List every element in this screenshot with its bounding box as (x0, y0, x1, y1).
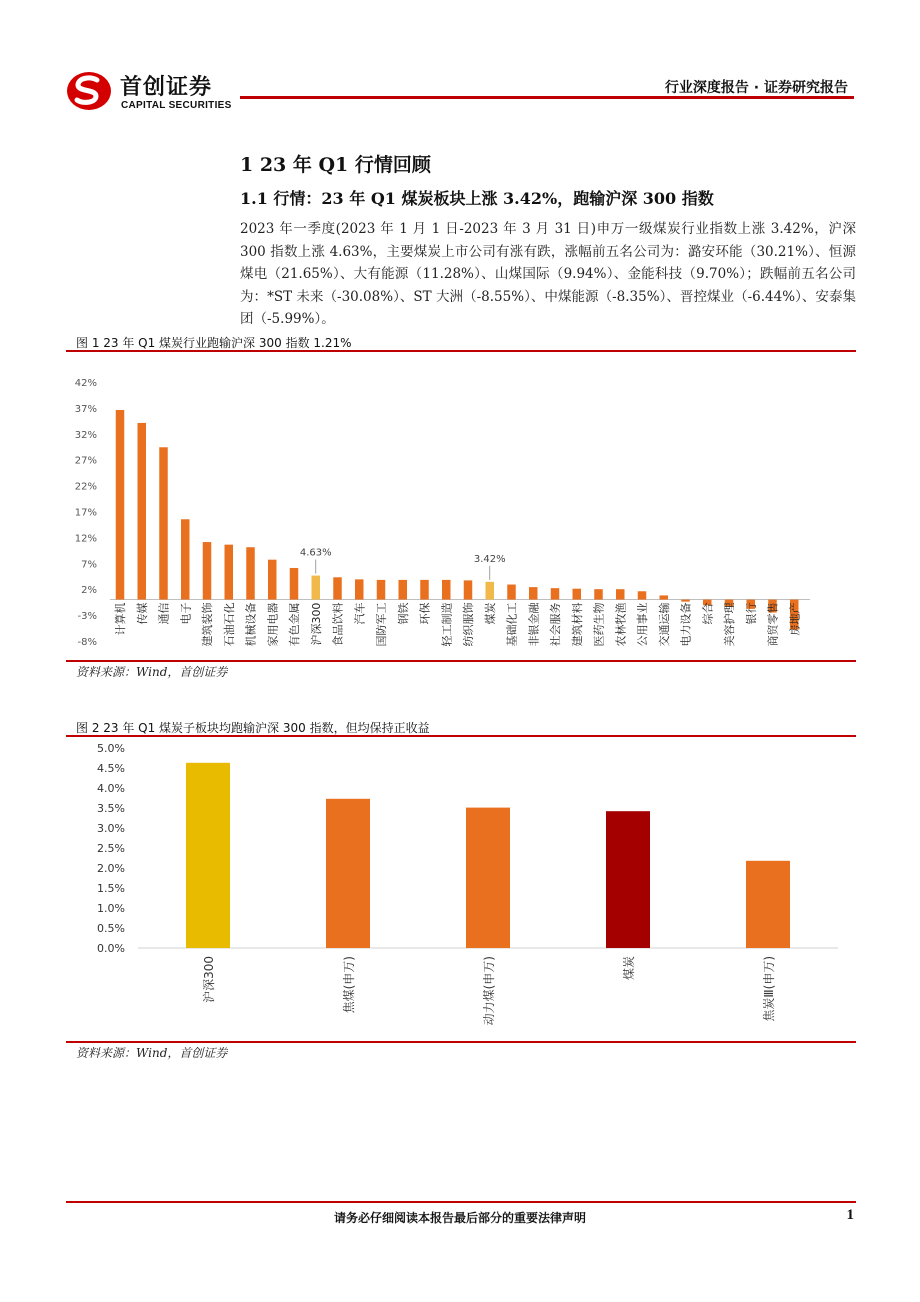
y-tick-label: 27% (74, 455, 97, 467)
x-category-label: 沪深300 (309, 602, 323, 646)
x-category-label: 通信 (157, 602, 171, 625)
figure1-source: 资料来源：Wind，首创证券 (76, 665, 228, 679)
subsection-heading: 1.1 行情：23 年 Q1 煤炭板块上涨 3.42%，跑输沪深 300 指数 (240, 189, 714, 208)
section-heading: 1 23 年 Q1 行情回顾 (240, 154, 431, 176)
y-tick-label: 42% (74, 378, 97, 389)
figure2-bottom-rule (66, 1041, 856, 1043)
bar-9 (290, 568, 299, 600)
bar-11 (333, 577, 342, 599)
report-type-tag: 行业深度报告 · 证券研究报告 (664, 80, 848, 96)
x-category-label: 国防军工 (375, 602, 388, 647)
figure1-title: 图 1 23 年 Q1 煤炭行业跑输沪深 300 指数 1.21% (76, 336, 352, 350)
x-category-label: 公用事业 (636, 602, 649, 647)
bar-17 (464, 580, 473, 599)
bar-19 (507, 585, 516, 600)
x-category-label: 煤炭 (622, 956, 636, 981)
logo-text-en: CAPITAL SECURITIES (121, 100, 232, 111)
y-tick-label: 22% (74, 481, 97, 493)
y-tick-label: 5.0% (97, 742, 125, 755)
page-number: 1 (846, 1207, 854, 1223)
y-tick-label: 32% (74, 429, 97, 441)
legal-disclaimer-note: 请务必仔细阅读本报告最后部分的重要法律声明 (333, 1211, 586, 1225)
bar-24 (616, 589, 625, 599)
x-category-label: 农林牧渔 (614, 602, 628, 647)
x-category-label: 基础化工 (505, 602, 519, 647)
x-category-label: 电力设备 (679, 602, 693, 647)
x-category-label: 钢铁 (396, 602, 410, 625)
bar-2 (326, 799, 370, 948)
bar-1 (116, 410, 125, 600)
bar-21 (551, 588, 560, 599)
x-category-label: 商贸零售 (766, 602, 780, 647)
x-category-label: 焦煤(申万) (342, 956, 356, 1014)
y-tick-label: 3.0% (97, 822, 125, 835)
bar-8 (268, 560, 277, 600)
bar-26 (660, 595, 669, 599)
figure2-source: 资料来源：Wind，首创证券 (76, 1046, 228, 1060)
x-category-label: 石油石化 (222, 602, 236, 647)
data-label: 3.42% (473, 553, 506, 565)
bar-22 (573, 589, 582, 600)
x-category-label: 有色金属 (288, 602, 301, 647)
y-tick-label: 2% (81, 585, 97, 597)
bar-3 (466, 808, 510, 948)
logo-text-cn: 首创证券 (120, 75, 213, 100)
y-tick-label: 12% (74, 533, 97, 545)
y-tick-label: 0.0% (97, 942, 125, 955)
market-review-paragraph: 2023 年一季度(2023 年 1 月 1 日-2023 年 3 月 31 日)申万一级煤炭行业指数上涨 3.42%，沪深 300 指数上涨 4.63%，主要煤炭上市公司有涨有跌，涨幅前五名公司为：潞安环能（30.21%）、恒源煤电（21.65%）、大有能源（11.28%）、山煤国际（9.94%）、金能科技（9.70%）；跌幅前五名公司为：*ST 未来（-30.08%）、ST 大洲（-8.55%）、中煤能源（-8.35%）、晋控煤业（-6.44%）、安泰集团（-5.99%）。 (240, 221, 856, 327)
bar-12 (355, 579, 364, 599)
x-category-label: 汽车 (353, 602, 367, 625)
y-tick-label: 0.5% (97, 922, 125, 935)
figure1-top-rule (66, 350, 856, 352)
y-tick-label: 4.0% (97, 782, 125, 795)
data-label: 4.63% (299, 547, 332, 559)
y-tick-label: -3% (77, 611, 97, 623)
coal-subsector-chart (66, 738, 856, 1040)
y-tick-label: 7% (81, 559, 97, 571)
x-category-label: 建筑装饰 (201, 602, 214, 647)
bar-6 (225, 545, 234, 600)
header-divider (240, 96, 854, 99)
bar-16 (442, 580, 451, 600)
y-tick-label: 2.0% (97, 862, 125, 875)
x-category-label: 机械设备 (244, 602, 258, 647)
x-category-label: 纺织服饰 (462, 602, 475, 647)
x-category-label: 传媒 (135, 602, 149, 625)
bar-4 (181, 519, 190, 599)
x-category-label: 建筑材料 (570, 602, 584, 647)
bar-3 (159, 447, 168, 599)
x-category-label: 美容护理 (723, 602, 736, 647)
x-category-label: 非银金融 (527, 602, 541, 647)
industry-returns-chart (66, 360, 856, 660)
x-category-label: 社会服务 (549, 602, 562, 647)
bar-2 (138, 423, 147, 600)
bar-13 (377, 580, 386, 600)
bar-7 (246, 547, 255, 599)
x-category-label: 银行 (744, 602, 758, 625)
bar-20 (529, 587, 538, 599)
x-category-label: 食品饮料 (331, 602, 345, 647)
y-tick-label: 1.0% (97, 902, 125, 915)
figure1-bottom-rule (66, 660, 856, 662)
bar-1 (186, 763, 230, 948)
x-category-label: 动力煤(申万) (482, 956, 496, 1026)
y-tick-label: 2.5% (97, 842, 125, 855)
bar-10 (312, 576, 321, 600)
x-category-label: 沪深300 (202, 956, 216, 1003)
x-category-label: 煤炭 (483, 602, 497, 625)
figure2-title: 图 2 23 年 Q1 煤炭子板块均跑输沪深 300 指数，但均保持正收益 (76, 721, 430, 735)
x-category-label: 轻工制造 (440, 602, 454, 647)
bar-14 (399, 580, 408, 600)
x-category-label: 计算机 (114, 602, 127, 636)
figure2-top-rule (66, 735, 856, 737)
x-category-label: 交通运输 (657, 602, 671, 647)
bar-25 (638, 591, 647, 599)
capital-securities-logo-icon (66, 70, 112, 112)
x-category-label: 医药生物 (592, 602, 606, 647)
bar-4 (606, 811, 650, 948)
bar-5 (203, 542, 212, 599)
y-tick-label: 4.5% (97, 762, 125, 775)
x-category-label: 焦炭Ⅲ(申万) (762, 956, 776, 1022)
bar-18 (486, 582, 495, 600)
footer-divider (66, 1201, 856, 1203)
y-tick-label: -8% (77, 637, 97, 648)
y-tick-label: 3.5% (97, 802, 125, 815)
y-tick-label: 17% (74, 507, 97, 519)
bar-23 (594, 589, 603, 599)
x-category-label: 电子 (179, 602, 193, 625)
bar-5 (746, 861, 790, 948)
y-tick-label: 1.5% (97, 882, 125, 895)
x-category-label: 房地产 (788, 602, 802, 636)
bar-15 (420, 580, 429, 600)
x-category-label: 环保 (418, 602, 432, 625)
x-category-label: 家用电器 (266, 602, 280, 647)
y-tick-label: 37% (74, 403, 97, 415)
x-category-label: 综合 (701, 602, 715, 625)
bar-27 (681, 600, 690, 602)
